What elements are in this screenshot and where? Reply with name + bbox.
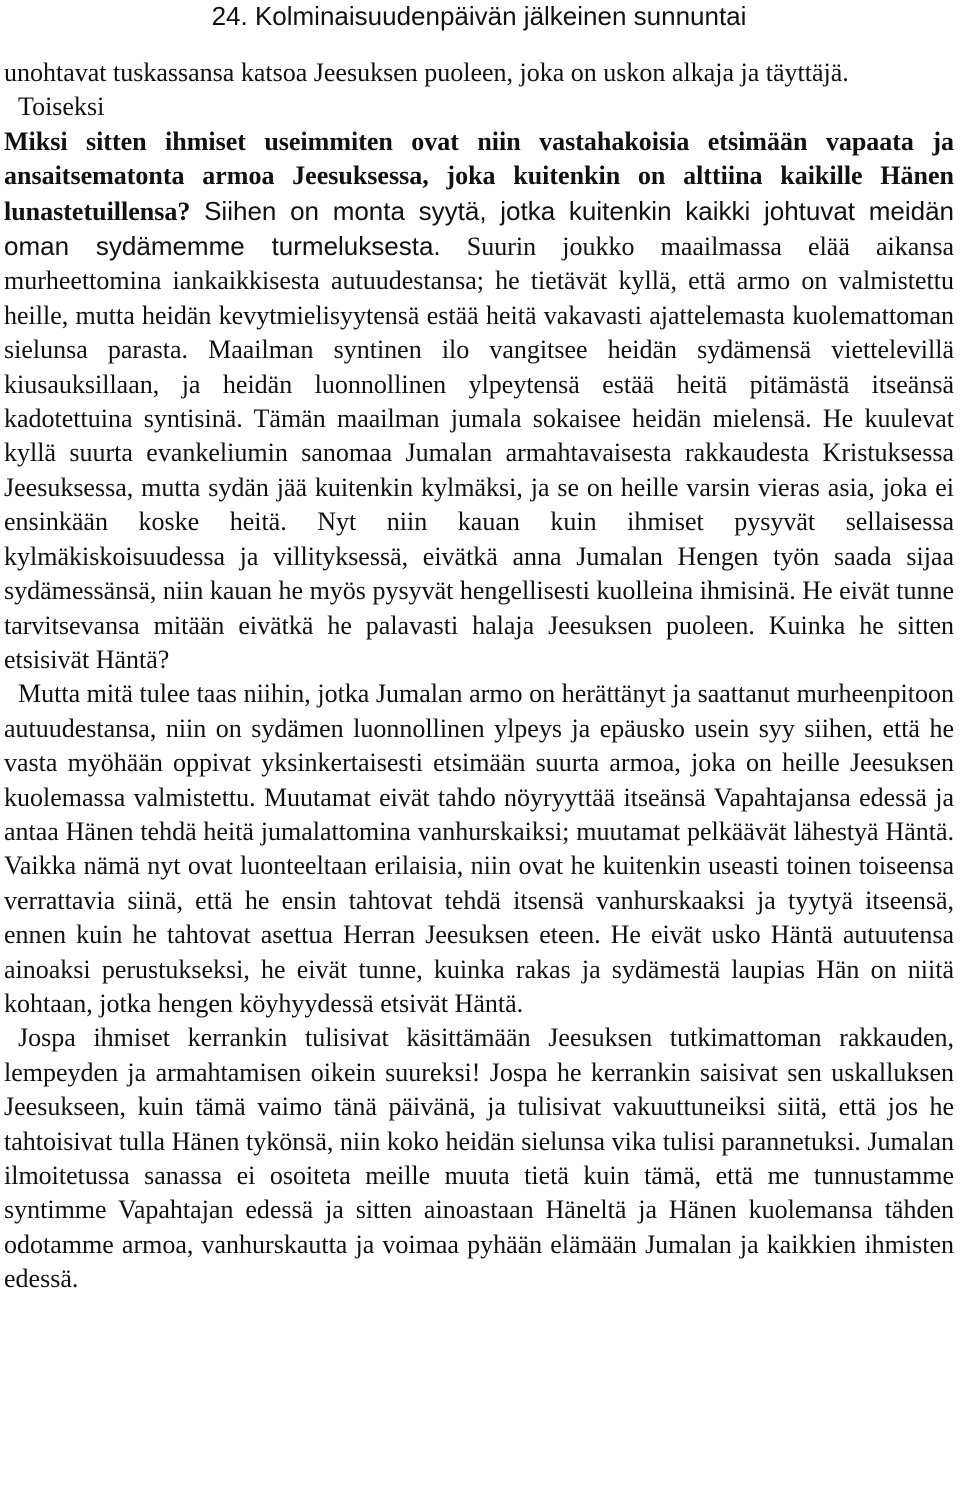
question-heading: Miksi sitten ihmiset useimmiten ovat niin vastahakoisia etsimään vapaata ja ansaitsematonta armoa Jeesuksessa, joka kuitenkin on alttiina kaikille Hänen lunastetuillensa? — [4, 126, 954, 226]
question-answer: Siihen on monta syytä, jotka kuitenkin kaikki johtuvat meidän oman sydämemme turmeluksesta. — [4, 195, 954, 262]
third-paragraph: Jospa ihmiset kerrankin tulisivat käsittämään Jeesuksen tutkimattoman rakkauden, lempeyden ja armahtamisen oikein suureksi! Jospa he kerrankin saisivat sen uskalluksen Jeesukseen, kuin tämä vaimo tänä päivänä, ja tulisivat vakuuttuneiksi siitä, että jos he tahtoisivat tulla Hänen tykönsä, niin koko heidän sielunsa vika tulisi parannetuksi. Jumalan ilmoitetussa sanassa ei osoiteta meille muuta tietä kuin tämä, että me tunnustamme syntimme Vapahtajan edessä ja sitten ainoastaan Häneltä ja Hänen kuolemansa tähden odotamme armoa, vanhurskautta ja voimaa pyhään elämään Jumalan ja kaikkien ihmisten edessä. — [4, 1023, 954, 1294]
intro-paragraph: unohtavat tuskassansa katsoa Jeesuksen puoleen, joka on uskon alkaja ja täyttäjä. — [4, 58, 849, 87]
section-label — [4, 90, 954, 124]
paragraph-continuation: Suurin joukko maailmassa elää aikansa murheettomina iankaikkisesta autuudestansa; he tietävät kyllä, että armo on valmistettu heille, mutta heidän kevytmielisyytensä estää heitä vakavasti ajattelemasta kuolemattoman sielunsa parasta. Maailman syntinen ilo vangitsee heidän sydämensä viettelevillä kiusauksillaan, ja heidän luonnollinen ylpeytensä estää heitä pitämästä itseänsä kadotettuina syntisinä. Tämän maailman jumala sokaisee heidän mielensä. He kuulevat kyllä suurta evankeliumin sanomaa Jumalan armahtavaisesta rakkaudesta Kristuksessa Jeesuksessa, mutta sydän jää kuitenkin kylmäksi, ja se on heille varsin vieras asia, joka ei ensinkään koske heitä. Nyt niin kauan kuin ihmiset pysyvät sellaisessa kylmäkiskoisuudessa ja villityksessä, eivätkä anna Jumalan Hengen työn saada sijaa sydämessänsä, niin kauan he myös pysyvät hengellisesti kuolleina ihmisinä. He eivät tunne tarvitsevansa mitään eivätkä he palavasti halaja Jeesuksen puoleen. Kuinka he sitten etsisivät Häntä? — [4, 232, 954, 674]
second-paragraph: Mutta mitä tulee taas niihin, jotka Jumalan armo on herättänyt ja saattanut murheenpitoon autuudestansa, niin on sydämen luonnollinen ylpeys ja epäusko usein syy siihen, että he vasta myöhään oppivat yksinkertaisesti etsimään suurta armoa, joka on heille Jeesuksen kuolemassa valmistettu. Muutamat eivät tahdo nöyryyttää itseänsä Vapahtajansa edessä ja antaa Hänen tehdä heitä jumalattomina vanhurskaiksi; muutamat pelkäävät lähestyä Häntä. Vaikka nämä nyt ovat luonteeltaan erilaisia, niin ovat he kuitenkin useasti toinen toiseensa verrattavia siinä, että he ensin tahtovat tehdä itsensä vanhurskaaksi ja tyytyä itseensä, ennen kuin he tahtovat asettua Herran Jeesuksen eteen. He eivät usko Häntä autuutensa ainoaksi perustukseksi, he eivät tunne, kuinka rakas ja sydämestä laupias Hän on niitä kohtaan, jotka hengen köyhyydessä etsivät Häntä. — [4, 679, 954, 1018]
page-header: 24. Kolminaisuudenpäivän jälkeinen sunnuntai — [211, 1, 747, 31]
main-paragraph — [4, 125, 954, 678]
section-label-text: Toiseksi — [18, 92, 105, 122]
